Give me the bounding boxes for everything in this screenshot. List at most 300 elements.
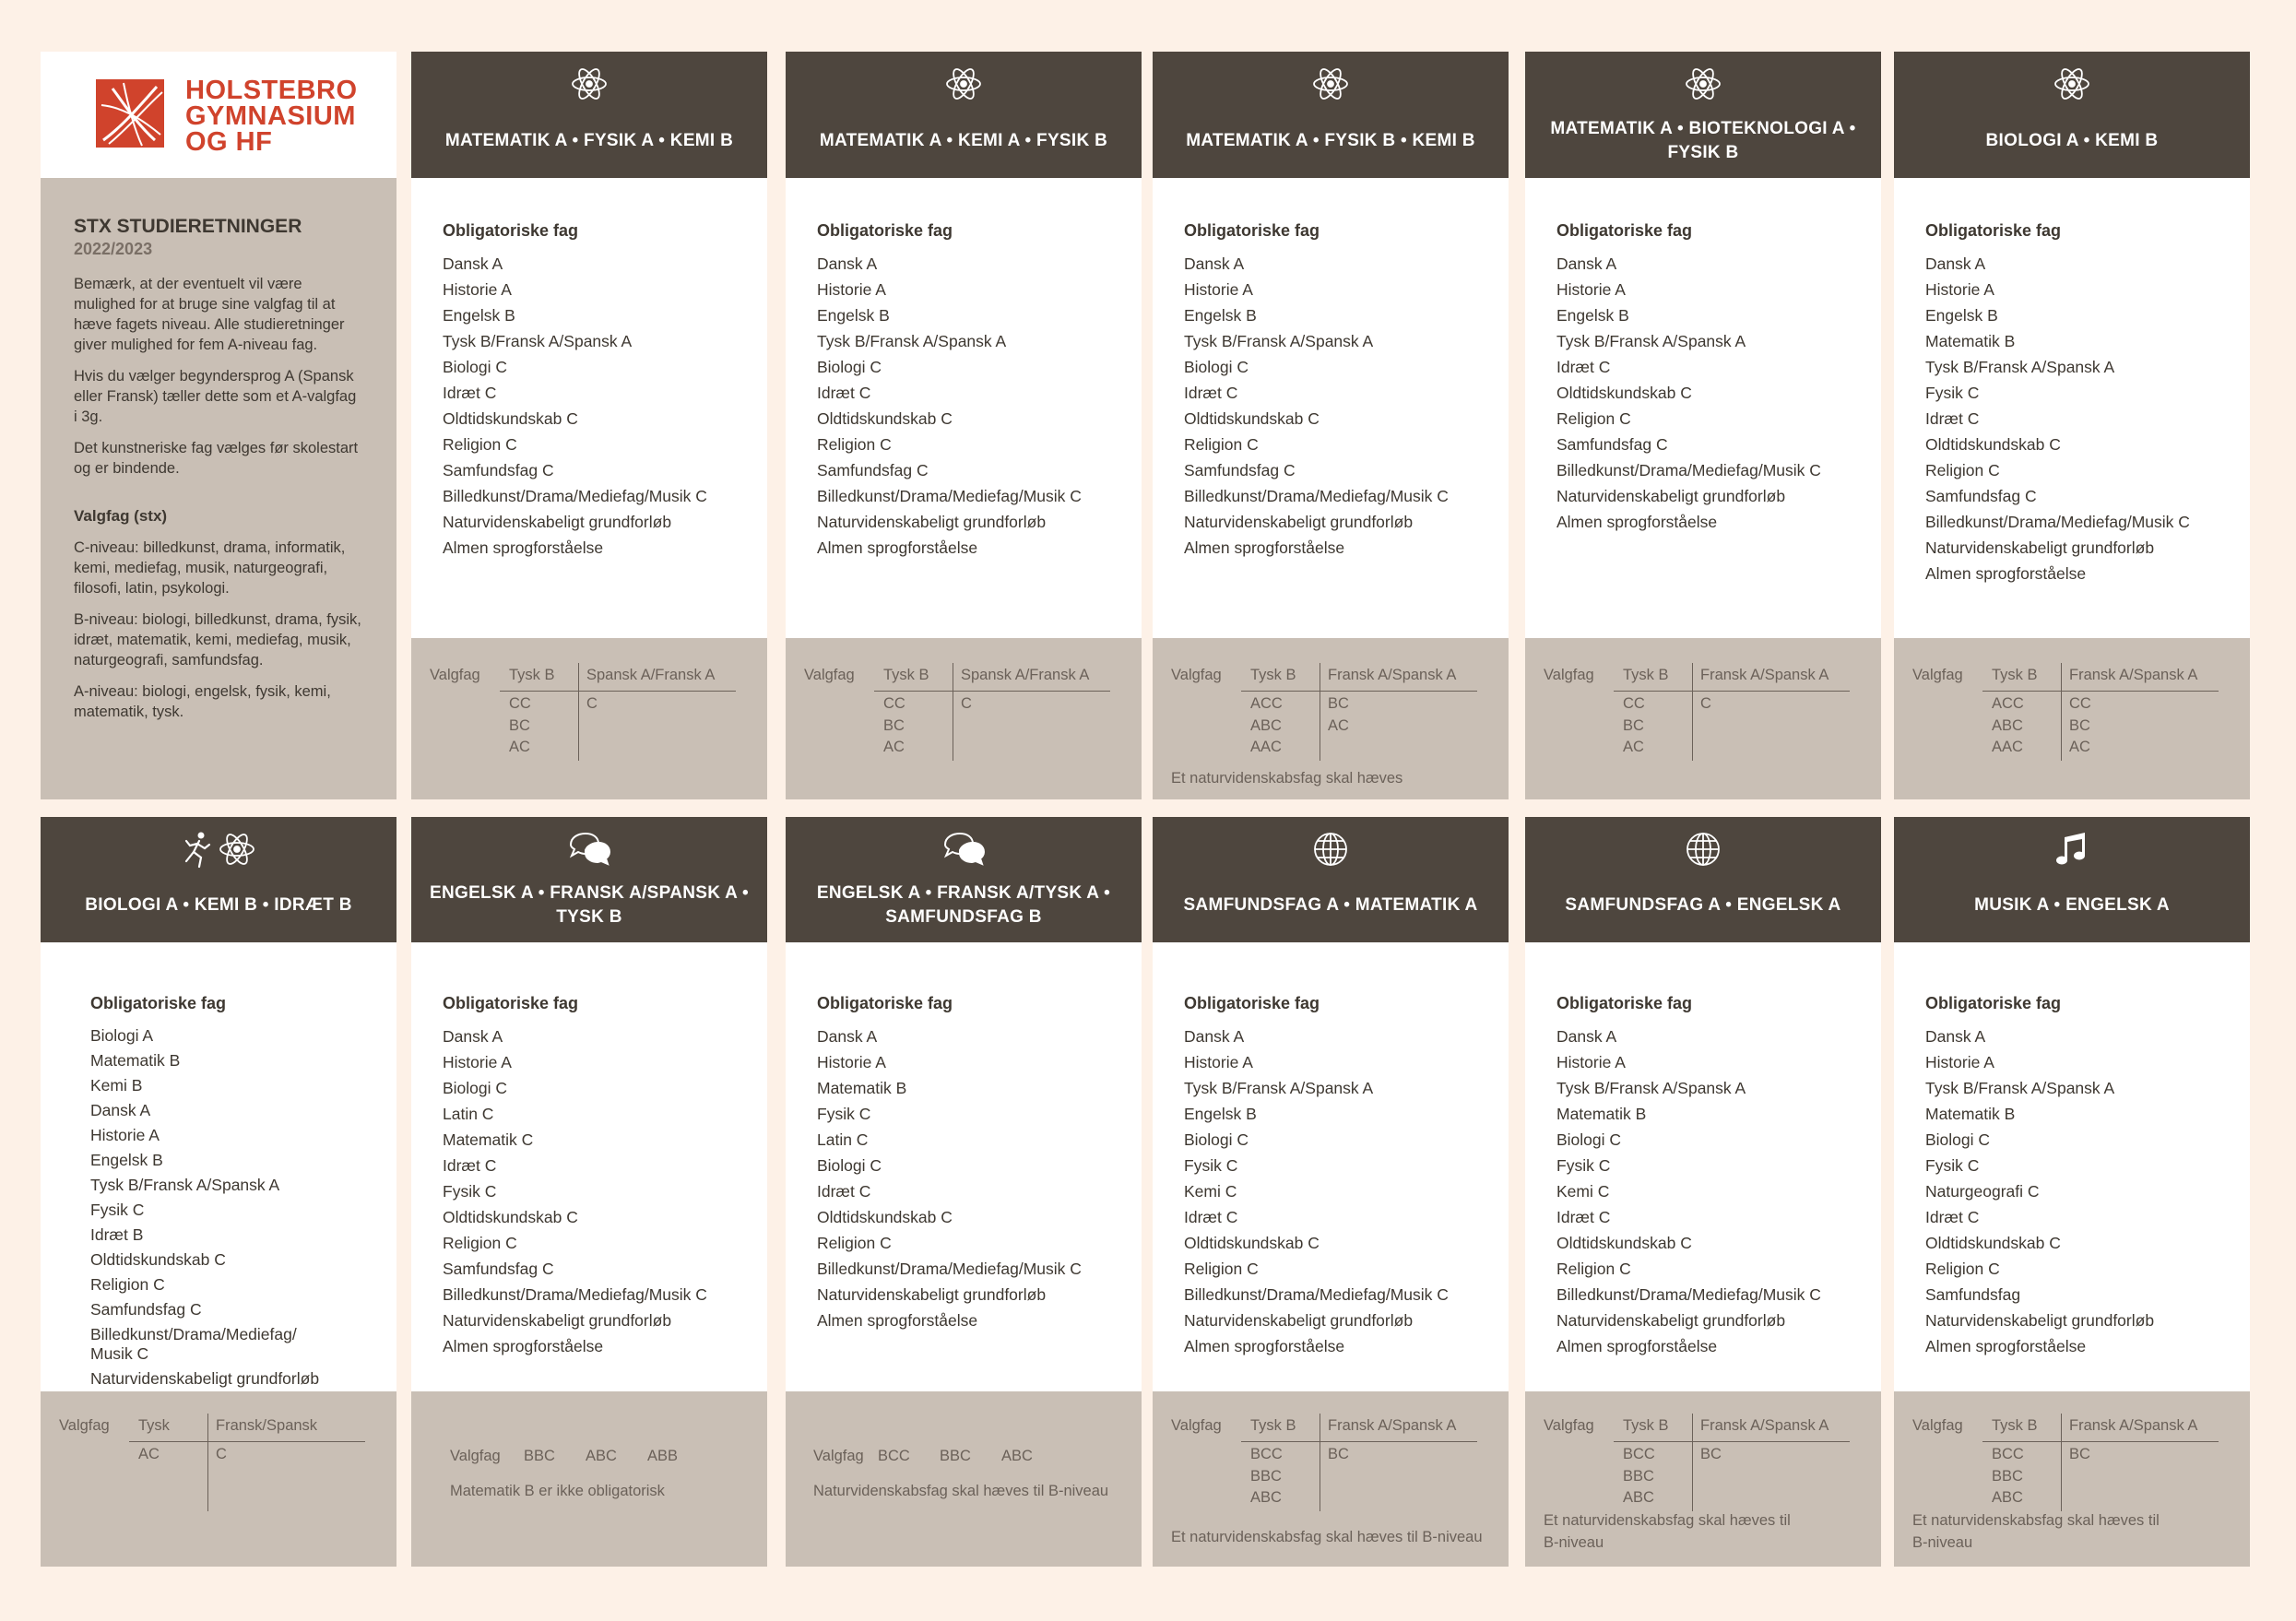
valgfag-footer	[786, 638, 1142, 799]
valgfag-combo: BCC	[1992, 1446, 2024, 1462]
subject-item: Biologi A	[90, 1026, 154, 1045]
valgfag-col2-values	[2069, 1444, 2090, 1466]
valgfag-combo: BCC	[1623, 1446, 1655, 1462]
valgfag-combo: BC	[2069, 716, 2090, 734]
valgfag-col1-header: Tysk B	[1992, 667, 2038, 683]
subject-item: Naturvidenskabeligt grundforløb	[1184, 1311, 1414, 1330]
valgfag-table-rule	[1614, 1441, 1850, 1442]
valgfag-note: Et naturvidenskabsfag skal hæves til B-niveau	[1912, 1512, 2160, 1551]
valgfag-col1-header: Tysk B	[1250, 1417, 1296, 1434]
runner-icon	[181, 830, 212, 873]
subject-item: Dansk A	[1925, 254, 1986, 273]
card-header	[1525, 817, 1881, 942]
subject-item: Religion C	[817, 1234, 892, 1252]
valgfag-col2-header: Fransk A/Spansk A	[1700, 1417, 1829, 1434]
obligatory-subjects-list	[1184, 1023, 1499, 1359]
intro-year: 2022/2023	[74, 240, 153, 258]
subject-item: Biologi C	[443, 1079, 508, 1097]
valgfag-combo: AC	[1623, 739, 1644, 755]
valgfag-combo: BBC	[940, 1448, 971, 1464]
valgfag-combo: BBC	[1992, 1467, 2023, 1485]
subject-item: Naturvidenskabeligt grundforløb	[1184, 513, 1414, 531]
valgfag-combo: BC	[1623, 716, 1644, 734]
subject-item: Fysik C	[1925, 384, 1980, 402]
subject-item: Almen sprogforståelse	[817, 1311, 978, 1330]
study-program-card	[41, 817, 396, 1567]
card-header	[786, 52, 1142, 178]
study-program-card	[1894, 52, 2250, 799]
subject-item: Biologi C	[1925, 1130, 1991, 1149]
subject-item: Almen sprogforståelse	[1556, 513, 1718, 531]
card-title: ENGELSK A • FRANSK A/TYSK A • SAMFUNDSFAG B	[816, 883, 1111, 927]
subject-item: Dansk A	[443, 1027, 503, 1046]
subject-item: Idræt C	[817, 384, 871, 402]
valgfag-combo: BC	[883, 716, 905, 734]
subject-item: Tysk B/Fransk A/Spansk A	[1925, 1079, 2115, 1097]
valgfag-col2-header: Fransk A/Spansk A	[1328, 667, 1457, 683]
subject-item: Idræt C	[1184, 1208, 1238, 1226]
valgfag-table-rule	[129, 1441, 365, 1442]
subject-item: Matematik B	[817, 1079, 907, 1097]
valgfag-combo: ABC	[586, 1448, 617, 1464]
subject-item: Tysk B/Fransk A/Spansk A	[1556, 1079, 1746, 1097]
subject-item: Billedkunst/Drama/Mediefag/Musik C	[1556, 1285, 1821, 1304]
card-header	[411, 52, 767, 178]
subject-item: Samfundsfag C	[1925, 487, 2037, 505]
valgfag-combo: BC	[1328, 1446, 1349, 1462]
subject-item: Samfundsfag C	[1184, 461, 1296, 479]
subject-item: Tysk B/Fransk A/Spansk A	[1184, 1079, 1374, 1097]
logo-line-3: OG HF	[185, 127, 273, 157]
subject-item: Engelsk B	[1556, 306, 1629, 325]
valgfag-table-rule	[1982, 691, 2219, 692]
subject-item: Naturgeografi C	[1925, 1182, 2040, 1201]
subject-item: Kemi B	[90, 1076, 143, 1094]
valgfag-col1-header: Tysk B	[883, 667, 929, 683]
subject-item: Historie A	[90, 1126, 160, 1144]
subject-item: Idræt C	[817, 1182, 871, 1201]
valgfag-combo: ABC	[1001, 1448, 1033, 1464]
obligatory-subjects-list	[1556, 251, 1872, 535]
subject-item: Naturvidenskabeligt grundforløb	[1925, 1311, 2155, 1330]
valgfag-table-rule	[1982, 1441, 2219, 1442]
subject-item: Oldtidskundskab C	[1184, 409, 1320, 428]
valgfag-footer	[786, 1391, 1142, 1567]
subject-item: Oldtidskundskab C	[817, 409, 953, 428]
subject-item: Idræt C	[1556, 1208, 1611, 1226]
subject-item: Idræt C	[1925, 409, 1980, 428]
valgfag-footer	[41, 1391, 396, 1567]
subject-item: Billedkunst/Drama/Mediefag/Musik C	[1925, 513, 2190, 531]
subject-item: Billedkunst/Drama/Mediefag/Musik C	[1184, 1285, 1449, 1304]
intro-paragraph: Bemærk, at der eventuelt vil være mulighed for at bruge sine valgfag til at hæve fagets niveau. Alle studieretninger giver mulighed for fem A-niveau fag.	[74, 276, 345, 353]
subject-item: Biologi C	[1184, 1130, 1249, 1149]
subject-item: Religion C	[1925, 461, 2000, 479]
valgfag-combo: ACC	[1250, 695, 1283, 712]
subject-item: Tysk B/Fransk A/Spansk A	[1556, 332, 1746, 350]
intro-paragraph: Hvis du vælger begyndersprog A (Spansk eller Fransk) tæller dette som et A-valgfag i 3g.	[74, 368, 357, 425]
valgfag-table-divider	[1692, 1414, 1693, 1511]
valgfag-footer	[411, 638, 767, 799]
subject-item: Dansk A	[817, 254, 878, 273]
subject-item: Idræt C	[443, 384, 497, 402]
obligatory-subjects-list	[817, 251, 1132, 561]
logo-emblem-icon	[96, 79, 164, 148]
subject-item: Religion C	[1184, 435, 1259, 454]
subject-item: Tysk B/Fransk A/Spansk A	[443, 332, 633, 350]
subject-item: Tysk B/Fransk A/Spansk A	[1184, 332, 1374, 350]
valgfag-footer	[1525, 1391, 1881, 1567]
obligatory-subjects-label: Obligatoriske fag	[1925, 994, 2062, 1012]
valgfag-label: Valgfag	[813, 1448, 864, 1464]
obligatory-subjects-label: Obligatoriske fag	[443, 221, 579, 240]
subject-item: Tysk B/Fransk A/Spansk A	[90, 1176, 280, 1194]
subject-item: Fysik C	[90, 1201, 145, 1219]
card-title: SAMFUNDSFAG A • MATEMATIK A	[1183, 895, 1478, 915]
card-header	[1525, 52, 1881, 178]
valgfag-table-rule	[1614, 691, 1850, 692]
obligatory-subjects-label: Obligatoriske fag	[1184, 994, 1320, 1012]
study-program-card	[1525, 817, 1881, 1567]
valgfag-label: Valgfag	[1912, 667, 1963, 683]
card-title: BIOLOGI A • KEMI B	[1985, 131, 2159, 150]
subject-item: Almen sprogforståelse	[443, 1337, 604, 1355]
subject-item: Historie A	[817, 1053, 886, 1071]
card-icons	[1894, 830, 2250, 872]
subject-item: Dansk A	[443, 254, 503, 273]
subject-item: Idræt C	[1184, 384, 1238, 402]
subject-item: Religion C	[817, 435, 892, 454]
valgfag-label: Valgfag	[804, 667, 855, 683]
subject-item: Fysik C	[817, 1105, 871, 1123]
globe-icon	[1311, 830, 1350, 873]
card-icons	[411, 65, 767, 107]
valgfag-combo: BBC	[1623, 1467, 1654, 1485]
valgfag-label: Valgfag	[1171, 1417, 1222, 1434]
obligatory-subjects-list	[1925, 1023, 2241, 1359]
card-title: MUSIK A • ENGELSK A	[1974, 895, 2170, 915]
card-icons	[1525, 65, 1881, 107]
music-note-icon	[2053, 830, 2090, 873]
subject-item: Historie A	[1184, 1053, 1253, 1071]
level-c: C-niveau: billedkunst, drama, informatik, kemi, mediefag, musik, naturgeografi, filosofi, latin, psykologi.	[74, 539, 346, 597]
subject-item: Samfundsfag	[1925, 1285, 2021, 1304]
obligatory-subjects-list	[1556, 1023, 1872, 1359]
intro-paragraph: Det kunstneriske fag vælges før skolestart og er bindende.	[74, 440, 359, 477]
obligatory-subjects-label: Obligatoriske fag	[443, 994, 579, 1012]
valgfag-col2-values	[2069, 693, 2091, 759]
subject-item: Oldtidskundskab C	[1556, 384, 1692, 402]
obligatory-subjects-list	[443, 1023, 758, 1359]
subject-item: Idræt B	[90, 1225, 144, 1244]
subject-item: Tysk B/Fransk A/Spansk A	[1925, 358, 2115, 376]
card-icons	[786, 65, 1142, 107]
valgfag-footer	[1525, 638, 1881, 799]
subject-item: Engelsk B	[90, 1151, 163, 1169]
atom-icon	[1684, 65, 1722, 108]
valgfag-combo: C	[586, 695, 598, 712]
valgfag-table-divider	[207, 1414, 208, 1511]
valgfag-col2-values	[1700, 693, 1711, 716]
subject-item: Biologi C	[817, 358, 882, 376]
subject-item: Biologi C	[1184, 358, 1249, 376]
card-icons	[1525, 830, 1881, 872]
valgfag-combo: BC	[2069, 1446, 2090, 1462]
subject-item: Historie A	[443, 280, 512, 299]
subject-item: Engelsk B	[817, 306, 890, 325]
card-header	[1894, 817, 2250, 942]
valgfag-combo: BCC	[1250, 1446, 1283, 1462]
valgfag-combo: AC	[138, 1446, 160, 1462]
valgfag-combo: AC	[883, 739, 905, 755]
valgfag-combo: BBC	[1250, 1467, 1282, 1485]
subject-item: Religion C	[443, 1234, 517, 1252]
valgfag-combo: BC	[509, 716, 530, 734]
valgfag-col2-header: Fransk A/Spansk A	[2069, 1417, 2198, 1434]
valgfag-col2-header: Fransk A/Spansk A	[2069, 667, 2198, 683]
obligatory-subjects-list	[817, 1023, 1132, 1333]
subject-item: Naturvidenskabeligt grundforløb	[1556, 487, 1786, 505]
valgfag-col1-header: Tysk B	[1623, 667, 1669, 683]
subject-item: Billedkunst/Drama/Mediefag/Musik C	[817, 487, 1082, 505]
valgfag-table-divider	[578, 663, 579, 761]
valgfag-combo: BBC	[524, 1448, 555, 1464]
subject-item: Oldtidskundskab C	[817, 1208, 953, 1226]
subject-item: Samfundsfag C	[1556, 435, 1668, 454]
subject-item: Idræt C	[1556, 358, 1611, 376]
subject-item: Religion C	[1556, 1260, 1631, 1278]
valgfag-combo: CC	[509, 695, 531, 712]
card-icons	[1153, 830, 1509, 872]
valgfag-col2-values	[216, 1444, 227, 1466]
subject-item: Dansk A	[1556, 254, 1617, 273]
subject-item: Samfundsfag C	[817, 461, 929, 479]
subject-item: Engelsk B	[1184, 306, 1257, 325]
card-header	[411, 817, 767, 942]
speech-bubbles-icon	[941, 830, 986, 873]
valgfag-combo: ABC	[1992, 716, 2023, 734]
study-program-card	[411, 817, 767, 1567]
subject-item: Naturvidenskabeligt grundforløb	[90, 1369, 320, 1388]
subject-item: Matematik B	[1925, 1105, 2016, 1123]
subject-item: Almen sprogforståelse	[1184, 1337, 1345, 1355]
card-title: ENGELSK A • FRANSK A/SPANSK A • TYSK B	[430, 883, 749, 927]
level-a: A-niveau: biologi, engelsk, fysik, kemi, matematik, tysk.	[74, 683, 331, 720]
subject-item: Oldtidskundskab C	[443, 1208, 578, 1226]
logo-line-2: GYMNASIUM	[185, 101, 356, 131]
intro-panel	[41, 178, 396, 799]
card-header	[41, 817, 396, 942]
valgfag-footer	[1894, 638, 2250, 799]
atom-icon	[944, 65, 983, 108]
valgfag-combo: BCC	[878, 1448, 910, 1464]
valgfag-col1-values	[1250, 1444, 1283, 1509]
subject-item: Idræt C	[1925, 1208, 1980, 1226]
obligatory-subjects-label: Obligatoriske fag	[1184, 221, 1320, 240]
study-program-card	[786, 817, 1142, 1567]
subject-item: Engelsk B	[1925, 306, 1998, 325]
subject-item: Billedkunst/Drama/Mediefag/Musik C	[443, 487, 707, 505]
valgfag-heading: Valgfag (stx)	[74, 507, 168, 525]
subject-item: Historie A	[443, 1053, 512, 1071]
valgfag-col1-header: Tysk B	[1250, 667, 1296, 683]
valgfag-col2-header: Fransk/Spansk	[216, 1417, 318, 1434]
subject-item: Engelsk B	[443, 306, 515, 325]
card-title: MATEMATIK A • FYSIK B • KEMI B	[1186, 131, 1475, 150]
subject-item: Almen sprogforståelse	[1556, 1337, 1718, 1355]
valgfag-combo: ABC	[1992, 1489, 2023, 1506]
subject-item: Naturvidenskabeligt grundforløb	[817, 513, 1047, 531]
subject-item: Naturvidenskabeligt grundforløb	[817, 1285, 1047, 1304]
valgfag-col2-values	[586, 693, 598, 716]
subject-item: Oldtidskundskab C	[90, 1250, 226, 1269]
valgfag-col1-header: Tysk B	[1623, 1417, 1669, 1434]
subject-item: Historie A	[1556, 280, 1626, 299]
valgfag-label: Valgfag	[450, 1448, 501, 1464]
valgfag-note: Et naturvidenskabsfag skal hæves til B-niveau	[1544, 1512, 1791, 1551]
subject-item: Kemi C	[1184, 1182, 1237, 1201]
subject-item: Oldtidskundskab C	[1556, 1234, 1692, 1252]
valgfag-col2-header: Spansk A/Fransk A	[586, 667, 716, 683]
card-title: BIOLOGI A • KEMI B • IDRÆT B	[85, 895, 352, 915]
valgfag-footer	[1153, 638, 1509, 799]
subject-item: Billedkunst/Drama/Mediefag/Musik C	[1556, 461, 1821, 479]
valgfag-combo: C	[216, 1446, 227, 1462]
subject-item: Dansk A	[90, 1101, 151, 1119]
subject-item: Biologi C	[1556, 1130, 1622, 1149]
logo-wordmark	[185, 77, 358, 155]
subject-item: Samfundsfag C	[443, 461, 554, 479]
valgfag-footer	[1153, 1391, 1509, 1567]
study-program-card	[1894, 817, 2250, 1567]
obligatory-subjects-label: Obligatoriske fag	[90, 994, 227, 1012]
subject-item: Idræt C	[443, 1156, 497, 1175]
valgfag-table-rule	[1241, 691, 1477, 692]
valgfag-col1-header: Tysk B	[1992, 1417, 2038, 1434]
subject-item: Historie A	[1925, 280, 1994, 299]
valgfag-combo: ABC	[1250, 1489, 1282, 1506]
valgfag-combo: BC	[1328, 695, 1349, 712]
valgfag-combo: ABC	[1250, 716, 1282, 734]
valgfag-col2-values	[1700, 1444, 1722, 1466]
card-header	[1153, 817, 1509, 942]
subject-item: Oldtidskundskab C	[1184, 1234, 1320, 1252]
obligatory-subjects-list	[1184, 251, 1499, 561]
valgfag-combo: ABC	[1623, 1489, 1654, 1506]
subject-item: Naturvidenskabeligt grundforløb	[443, 1311, 672, 1330]
subject-item: Dansk A	[1184, 254, 1245, 273]
subject-item: Dansk A	[1184, 1027, 1245, 1046]
valgfag-col1-values	[1623, 1444, 1655, 1509]
school-logo	[41, 52, 396, 178]
speech-bubbles-icon	[567, 830, 611, 873]
subject-item: Historie A	[1184, 280, 1253, 299]
subject-item: Religion C	[1556, 409, 1631, 428]
valgfag-label: Valgfag	[1544, 667, 1594, 683]
card-icons	[1153, 65, 1509, 107]
obligatory-subjects-label: Obligatoriske fag	[817, 221, 953, 240]
study-program-card	[1525, 52, 1881, 799]
obligatory-subjects-label: Obligatoriske fag	[817, 994, 953, 1012]
card-icons	[411, 830, 767, 872]
valgfag-col1-header: Tysk B	[509, 667, 555, 683]
subject-item: Religion C	[1925, 1260, 2000, 1278]
subject-item: Naturvidenskabeligt grundforløb	[443, 513, 672, 531]
valgfag-col1-values	[1992, 1444, 2024, 1509]
valgfag-footer	[411, 1391, 767, 1567]
level-b: B-niveau: biologi, billedkunst, drama, fysik, idræt, matematik, kemi, mediefag, musik, naturgeografi, samfundsfag.	[74, 611, 361, 669]
obligatory-subjects-label: Obligatoriske fag	[1925, 221, 2062, 240]
atom-icon	[218, 830, 256, 873]
card-title: SAMFUNDSFAG A • ENGELSK A	[1565, 895, 1841, 915]
valgfag-note: Et naturvidenskabsfag skal hæves til B-niveau	[1171, 1529, 1483, 1545]
subject-item: Kemi C	[1556, 1182, 1610, 1201]
valgfag-combo: AC	[1328, 716, 1349, 734]
valgfag-col2-header: Fransk A/Spansk A	[1700, 667, 1829, 683]
subject-item: Oldtidskundskab C	[443, 409, 578, 428]
atom-icon	[570, 65, 609, 108]
subject-item: Naturvidenskabeligt grundforløb	[1925, 538, 2155, 557]
valgfag-col2-values	[961, 693, 972, 716]
valgfag-table-rule	[874, 691, 1110, 692]
valgfag-note: Matematik B er ikke obligatorisk	[450, 1483, 665, 1499]
valgfag-combo: CC	[2069, 695, 2091, 712]
subject-item: Latin C	[443, 1105, 494, 1123]
subject-item: Dansk A	[1925, 1027, 1986, 1046]
logo-line-1: HOLSTEBRO	[185, 76, 358, 105]
study-program-card	[1153, 52, 1509, 799]
subject-item: Dansk A	[1556, 1027, 1617, 1046]
subject-item: Historie A	[817, 280, 886, 299]
valgfag-note: Et naturvidenskabsfag skal hæves	[1171, 770, 1403, 787]
valgfag-combo: BC	[1700, 1446, 1722, 1462]
valgfag-label: Valgfag	[1912, 1417, 1963, 1434]
subject-item: Oldtidskundskab C	[1925, 435, 2061, 454]
subject-item: Billedkunst/Drama/Mediefag/ Musik C	[90, 1325, 297, 1363]
valgfag-col2-values	[1328, 1444, 1349, 1466]
obligatory-subjects-list	[443, 251, 758, 561]
subject-item: Almen sprogforståelse	[1184, 538, 1345, 557]
valgfag-col1-header: Tysk	[138, 1417, 170, 1434]
globe-icon	[1684, 830, 1722, 873]
valgfag-combo: AAC	[1250, 739, 1282, 755]
subject-item: Billedkunst/Drama/Mediefag/Musik C	[443, 1285, 707, 1304]
obligatory-subjects-label: Obligatoriske fag	[1556, 994, 1693, 1012]
atom-icon	[1311, 65, 1350, 108]
subject-item: Biologi C	[443, 358, 508, 376]
valgfag-table-rule	[500, 691, 736, 692]
subject-item: Religion C	[90, 1275, 165, 1294]
subject-item: Tysk B/Fransk A/Spansk A	[817, 332, 1007, 350]
subject-item: Billedkunst/Drama/Mediefag/Musik C	[817, 1260, 1082, 1278]
valgfag-label: Valgfag	[1171, 667, 1222, 683]
valgfag-note: Naturvidenskabsfag skal hæves til B-niveau	[813, 1483, 1109, 1499]
intro-title: STX STUDIERETNINGER	[74, 216, 302, 237]
subject-item: Historie A	[1556, 1053, 1626, 1071]
valgfag-label: Valgfag	[430, 667, 480, 683]
valgfag-label: Valgfag	[59, 1417, 110, 1434]
subject-item: Fysik C	[1184, 1156, 1238, 1175]
valgfag-col1-values	[509, 693, 531, 759]
study-program-card	[786, 52, 1142, 799]
valgfag-table-divider	[2061, 1414, 2062, 1511]
card-title: MATEMATIK A • KEMI A • FYSIK B	[819, 131, 1108, 150]
subject-item: Matematik B	[1556, 1105, 1647, 1123]
valgfag-col1-values	[1623, 693, 1645, 759]
card-title: MATEMATIK A • BIOTEKNOLOGI A • FYSIK B	[1550, 119, 1856, 162]
valgfag-combo: C	[1700, 695, 1711, 712]
obligatory-subjects-label: Obligatoriske fag	[1556, 221, 1693, 240]
